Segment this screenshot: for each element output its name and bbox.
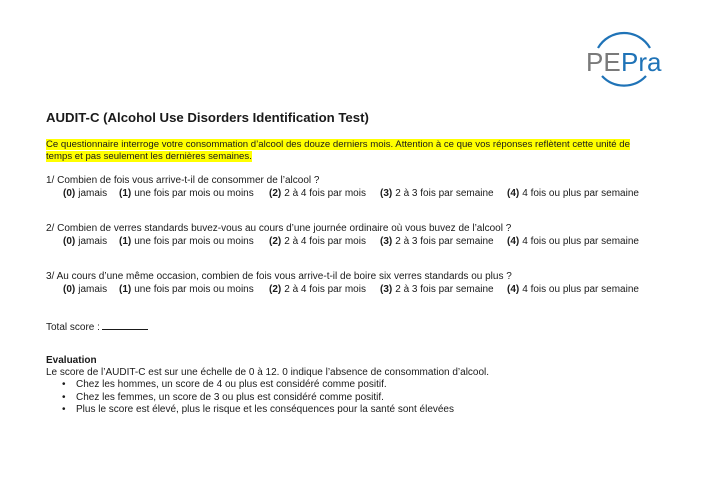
answer-option-1[interactable]: (1) une fois par mois ou moins (119, 236, 254, 247)
logo-text-pra: Pra (621, 47, 662, 77)
answer-option-4[interactable]: (4) 4 fois ou plus par semaine (507, 236, 639, 247)
total-score-label: Total score : (46, 322, 100, 333)
answer-option-4[interactable]: (4) 4 fois ou plus par semaine (507, 284, 639, 295)
list-item: • Plus le score est élevé, plus le risque et les conséquences pour la santé sont élevées (76, 404, 666, 417)
total-score (46, 320, 148, 333)
question-text: 2/ Combien de verres standards buvez-vous au cours d’une journée ordinaire où vous buvez de l’alcool ? (46, 223, 512, 234)
total-score-blank[interactable] (102, 320, 148, 330)
list-item: • Chez les hommes, un score de 4 ou plus est considéré comme positif. (76, 379, 666, 392)
intro-paragraph (46, 139, 656, 163)
pepra-logo (584, 26, 666, 96)
question-text: 3/ Au cours d’une même occasion, combien de fois vous arrive-t-il de boire six verres standards ou plus ? (46, 271, 512, 282)
answer-options (63, 235, 639, 249)
evaluation-text: Le score de l’AUDIT-C est sur une échelle de 0 à 12. 0 indique l’absence de consommation d’alcool. (46, 367, 490, 378)
answer-option-1[interactable]: (1) une fois par mois ou moins (119, 188, 254, 199)
logo-arc-bottom (602, 76, 646, 86)
list-item: • Chez les femmes, un score de 3 ou plus est considéré comme positif. (76, 392, 666, 405)
answer-option-1[interactable]: (1) une fois par mois ou moins (119, 284, 254, 295)
question-text: 1/ Combien de fois vous arrive-t-il de consommer de l’alcool ? (46, 175, 320, 186)
evaluation-list (46, 379, 666, 417)
pepra-logo-graphic (584, 26, 666, 96)
question-1 (46, 174, 639, 201)
answer-option-4[interactable]: (4) 4 fois ou plus par semaine (507, 188, 639, 199)
answer-option-3[interactable]: (3) 2 à 3 fois par semaine (380, 188, 494, 199)
answer-option-0[interactable]: (0) jamais (63, 236, 108, 247)
answer-option-2[interactable]: (2) 2 à 4 fois par mois (269, 188, 366, 199)
answer-option-0[interactable]: (0) jamais (63, 188, 108, 199)
intro-highlight: Ce questionnaire interroge votre consommation d’alcool des douze derniers mois. Attention à ce que vos réponses reflètent cette unité de temps et pas seulement les dernières semaines. (46, 139, 630, 162)
answer-option-0[interactable]: (0) jamais (63, 284, 108, 295)
evaluation-section (46, 355, 666, 417)
answer-option-3[interactable]: (3) 2 à 3 fois par semaine (380, 236, 494, 247)
answer-options (63, 187, 639, 201)
answer-options (63, 283, 639, 297)
answer-option-2[interactable]: (2) 2 à 4 fois par mois (269, 236, 366, 247)
evaluation-heading: Evaluation (46, 355, 97, 366)
logo-text-pe: PE (586, 47, 621, 77)
question-3 (46, 270, 639, 297)
answer-option-2[interactable]: (2) 2 à 4 fois par mois (269, 284, 366, 295)
question-2 (46, 222, 639, 249)
logo-arc-top (598, 33, 650, 48)
answer-option-3[interactable]: (3) 2 à 3 fois par semaine (380, 284, 494, 295)
page-title: AUDIT-C (Alcohol Use Disorders Identification Test) (46, 110, 369, 125)
